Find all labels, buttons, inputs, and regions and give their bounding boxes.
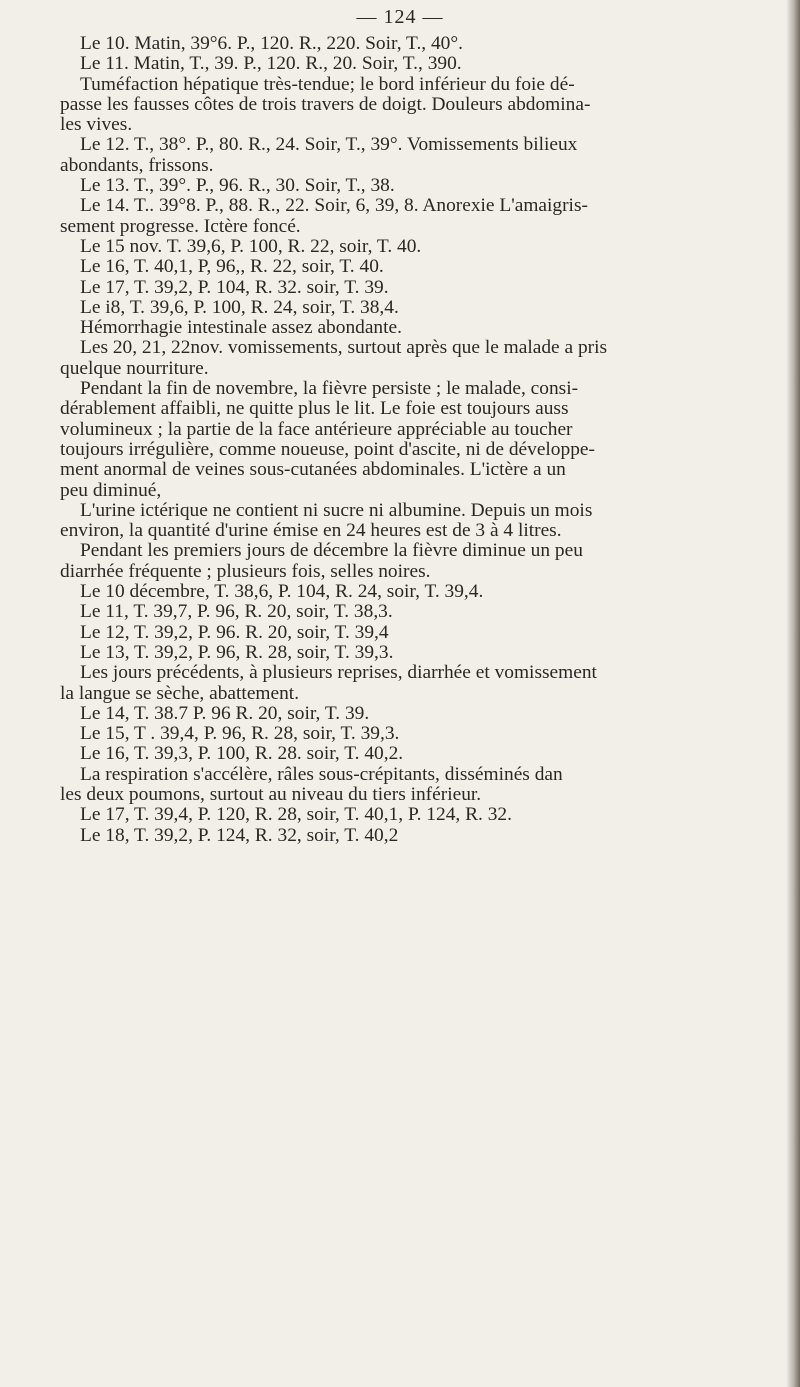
text-line: peu diminué, xyxy=(60,479,162,501)
text-line: Pendant la fin de novembre, la fièvre persiste ; le malade, consi- xyxy=(80,378,579,400)
text-line: Le 16, T. 39,3, P. 100, R. 28. soir, T. 40,2. xyxy=(80,743,404,765)
text-line: Le 16, T. 40,1, P, 96,, R. 22, soir, T. 40. xyxy=(80,256,384,278)
text-line: Le 15, T . 39,4, P. 96, R. 28, soir, T. 39,3. xyxy=(80,723,400,745)
text-line: sement progresse. Ictère foncé. xyxy=(60,215,301,237)
text-line: volumineux ; la partie de la face antérieure appréciable au toucher xyxy=(60,418,573,440)
text-line: Le 14, T. 38.7 P. 96 R. 20, soir, T. 39. xyxy=(80,702,370,724)
text-line: Le 15 nov. T. 39,6, P. 100, R. 22, soir, T. 40. xyxy=(80,235,422,257)
text-line: ment anormal de veines sous-cutanées abdominales. L'ictère a un xyxy=(60,459,566,481)
text-line: Le 18, T. 39,2, P. 124, R. 32, soir, T. 40,2 xyxy=(80,824,399,846)
text-line: diarrhée fréquente ; plusieurs fois, selles noires. xyxy=(60,560,431,582)
text-line: La respiration s'accélère, râles sous-crépitants, disséminés dan xyxy=(80,763,563,785)
text-line: Hémorrhagie intestinale assez abondante. xyxy=(80,317,402,339)
text-line: Le 12, T. 39,2, P. 96. R. 20, soir, T. 39,4 xyxy=(80,621,389,643)
text-line: Pendant les premiers jours de décembre la fièvre diminue un peu xyxy=(80,540,583,562)
text-line: L'urine ictérique ne contient ni sucre ni albumine. Depuis un mois xyxy=(80,499,593,521)
text-line: dérablement affaibli, ne quitte plus le lit. Le foie est toujours auss xyxy=(60,398,569,420)
text-line: les vives. xyxy=(60,114,133,136)
text-line: Le 10 décembre, T. 38,6, P. 104, R. 24, soir, T. 39,4. xyxy=(80,581,484,603)
text-line: Le i8, T. 39,6, P. 100, R. 24, soir, T. 38,4. xyxy=(80,296,399,318)
text-line: Tuméfaction hépatique très-tendue; le bord inférieur du foie dé- xyxy=(80,73,575,95)
text-line: Le 13. T., 39°. P., 96. R., 30. Soir, T., 38. xyxy=(80,175,395,197)
text-line: quelque nourriture. xyxy=(60,357,209,379)
body-text xyxy=(60,33,790,846)
text-line: Le 17, T. 39,4, P. 120, R. 28, soir, T. 40,1, P. 124, R. 32. xyxy=(80,804,512,826)
text-line: Le 13, T. 39,2, P. 96, R. 28, soir, T. 39,3. xyxy=(80,641,394,663)
text-line: les deux poumons, surtout au niveau du tiers inférieur. xyxy=(60,783,482,805)
text-line: abondants, frissons. xyxy=(60,154,214,176)
text-line: Le 14. T.. 39°8. P., 88. R., 22. Soir, 6, 39, 8. Anorexie L'amaigris- xyxy=(80,195,588,217)
text-line: Le 11, T. 39,7, P. 96, R. 20, soir, T. 38,3. xyxy=(80,601,393,623)
text-line: Le 11. Matin, T., 39. P., 120. R., 20. Soir, T., 390. xyxy=(80,53,462,75)
text-line: environ, la quantité d'urine émise en 24 heures est de 3 à 4 litres. xyxy=(60,520,562,542)
text-line: la langue se sèche, abattement. xyxy=(60,682,300,704)
text-line: Le 10. Matin, 39°6. P., 120. R., 220. Soir, T., 40°. xyxy=(80,33,463,54)
page-number: — 124 — xyxy=(356,6,444,28)
text-line: Les 20, 21, 22nov. vomissements, surtout après que le malade a pris xyxy=(80,337,608,359)
page-edge-shadow xyxy=(786,0,800,1387)
text-line: Le 17, T. 39,2, P. 104, R. 32. soir, T. 39. xyxy=(80,276,389,298)
text-line: Les jours précédents, à plusieurs reprises, diarrhée et vomissement xyxy=(80,662,597,684)
text-line: toujours irrégulière, comme noueuse, point d'ascite, ni de développe- xyxy=(60,438,595,460)
text-line: passe les fausses côtes de trois travers de doigt. Douleurs abdomina- xyxy=(60,93,591,115)
text-line: Le 12. T., 38°. P., 80. R., 24. Soir, T., 39°. Vomissements bilieux xyxy=(80,134,578,156)
